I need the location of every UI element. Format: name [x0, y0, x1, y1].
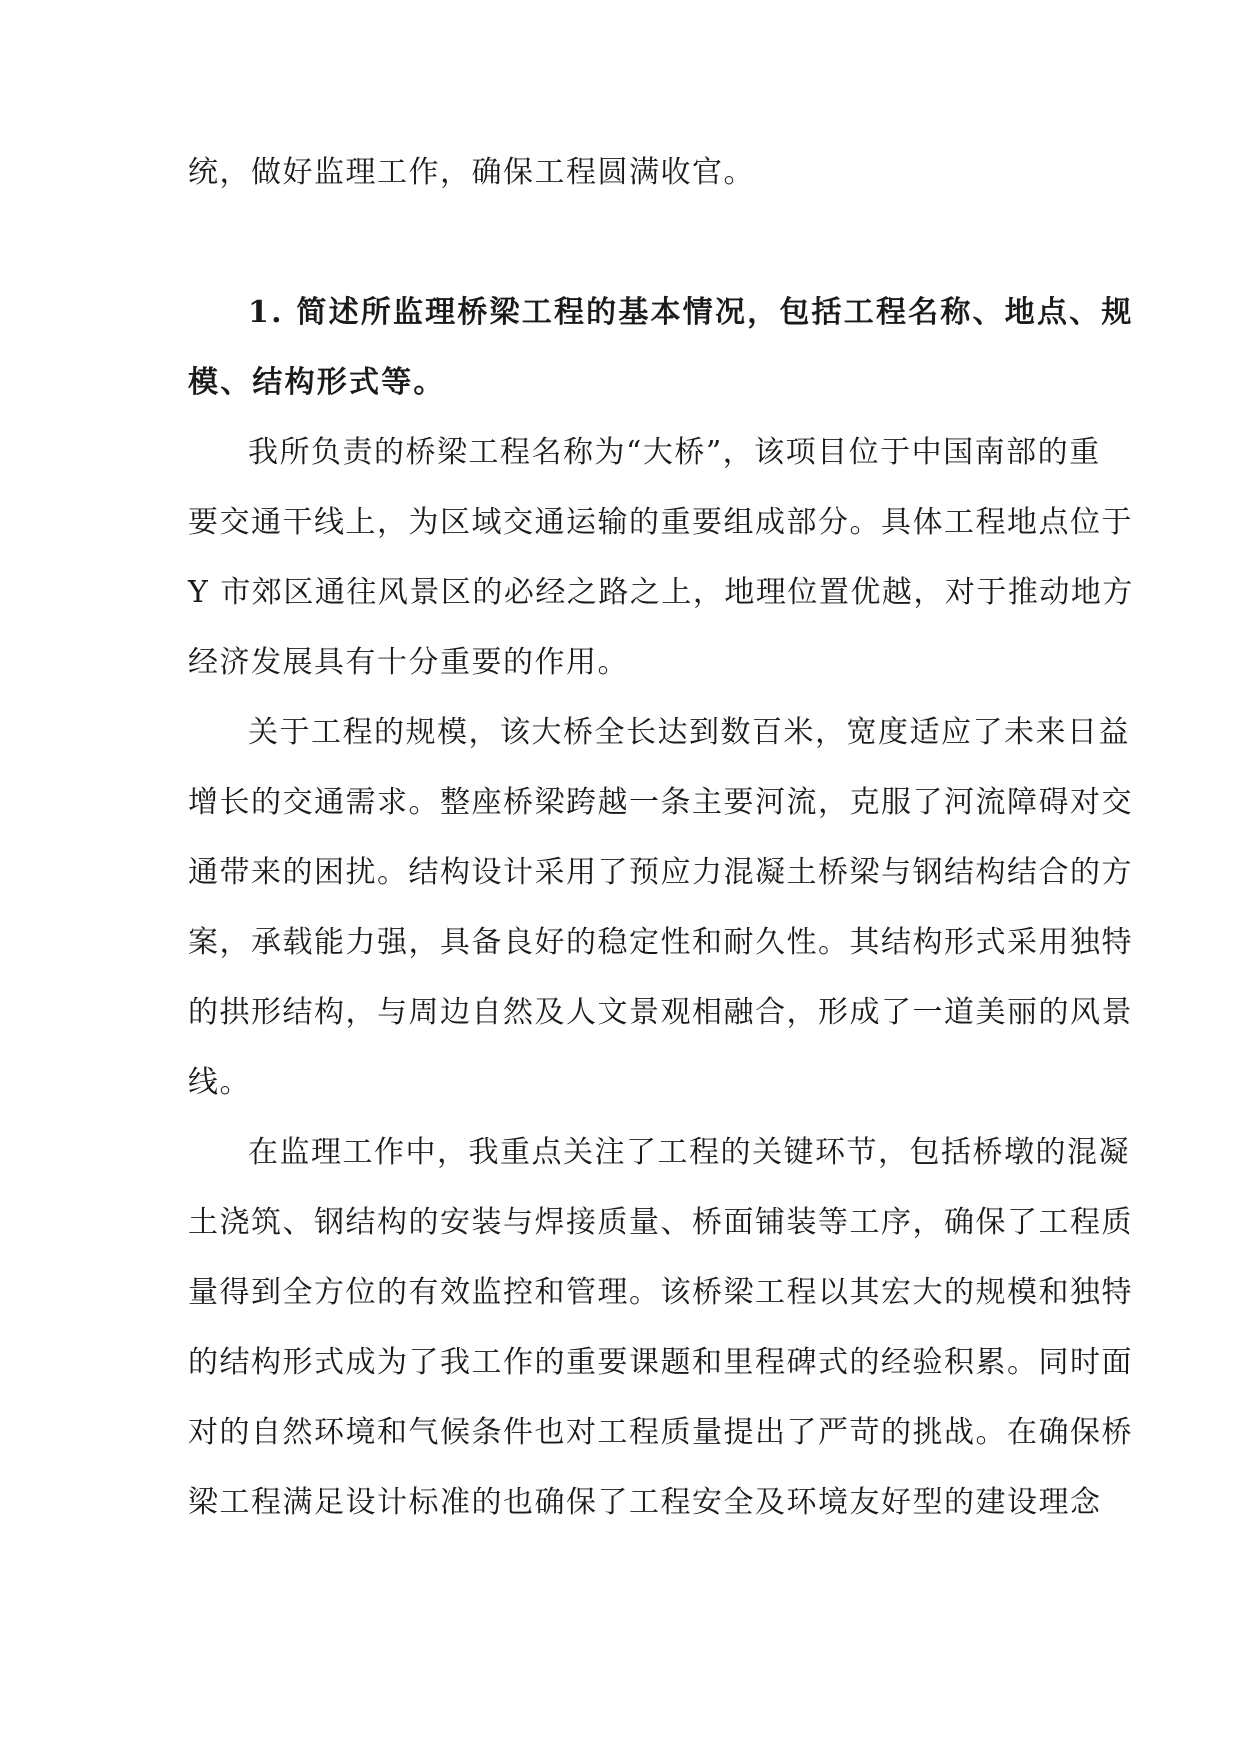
- paragraph-spacer: [188, 208, 1060, 278]
- paragraph-line: 梁工程满足设计标准的也确保了工程安全及环境友好型的建设理念: [188, 1485, 1102, 1520]
- paragraph-line: 要交通干线上，为区域交通运输的重要组成部分。具体工程地点位于: [188, 505, 1133, 540]
- paragraph-line: 关于工程的规模，该大桥全长达到数百米，宽度适应了未来日益: [248, 715, 1130, 750]
- section-heading-line: 1. 简述所监理桥梁工程的基本情况，包括工程名称、地点、规: [248, 295, 1134, 330]
- paragraph-line: 在监理工作中，我重点关注了工程的关键环节，包括桥墩的混凝: [248, 1135, 1130, 1170]
- paragraph-line: 量得到全方位的有效监控和管理。该桥梁工程以其宏大的规模和独特: [188, 1275, 1133, 1310]
- paragraph-line: 案，承载能力强，具备良好的稳定性和耐久性。其结构形式采用独特: [188, 925, 1133, 960]
- document-page: [188, 138, 1134, 1538]
- paragraph-line: 经济发展具有十分重要的作用。: [188, 645, 629, 680]
- paragraph-line: 通带来的困扰。结构设计采用了预应力混凝土桥梁与钢结构结合的方: [188, 855, 1133, 890]
- paragraph-line: 统，做好监理工作，确保工程圆满收官。: [188, 155, 755, 190]
- section-heading-line: 模、结构形式等。: [188, 365, 446, 400]
- paragraph-line: 我所负责的桥梁工程名称为“大桥”，该项目位于中国南部的重: [248, 435, 1101, 470]
- paragraph-line: 增长的交通需求。整座桥梁跨越一条主要河流，克服了河流障碍对交: [188, 785, 1133, 820]
- paragraph-line: 的结构形式成为了我工作的重要课题和里程碑式的经验积累。同时面: [188, 1345, 1133, 1380]
- paragraph-line: 线。: [188, 1065, 251, 1100]
- paragraph-line: 的拱形结构，与周边自然及人文景观相融合，形成了一道美丽的风景: [188, 995, 1133, 1030]
- paragraph-line: 对的自然环境和气候条件也对工程质量提出了严苛的挑战。在确保桥: [188, 1415, 1133, 1450]
- paragraph-line: 土浇筑、钢结构的安装与焊接质量、桥面铺装等工序，确保了工程质: [188, 1205, 1133, 1240]
- paragraph-line: Y 市郊区通往风景区的必经之路之上，地理位置优越，对于推动地方: [188, 575, 1134, 610]
